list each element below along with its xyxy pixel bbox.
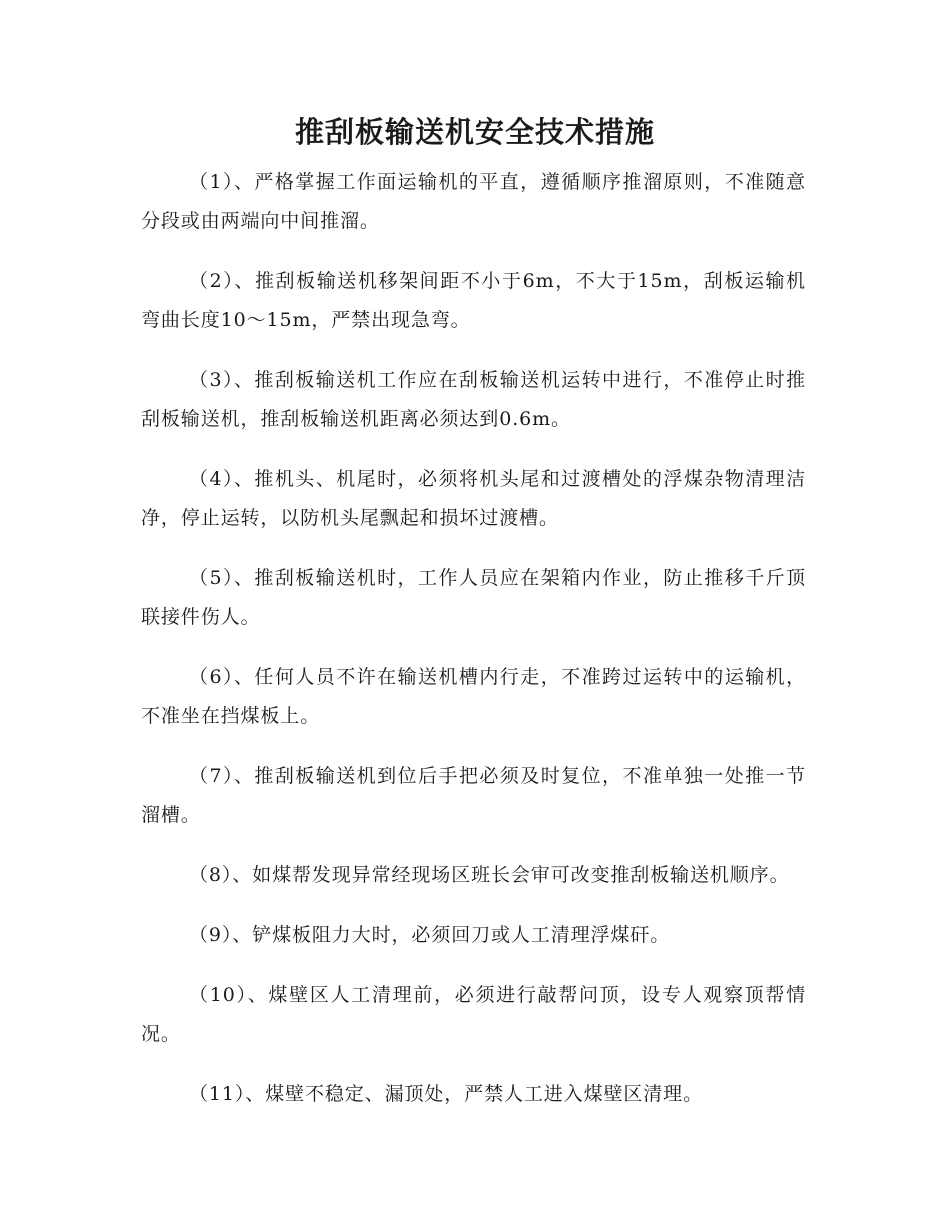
paragraph-item-11: （11）、煤壁不稳定、漏顶处，严禁人工进入煤壁区清理。 [189,1083,703,1105]
paragraph-item-1: （1）、严格掌握工作面运输机的平直，遵循顺序推溜原则，不准随意分段或由两端向中间推溜。 [141,171,806,232]
paragraph-item-3: （3）、推刮板输送机工作应在刮板输送机运转中进行，不准停止时推刮板输送机，推刮板输送机距离必须达到0.6m。 [141,369,806,430]
paragraph-item-5: （5）、推刮板输送机时，工作人员应在架箱内作业，防止推移千斤顶联接件伤人。 [141,567,806,628]
paragraph-item-8: （8）、如煤帮发现异常经现场区班长会审可改变推刮板输送机顺序。 [189,864,790,886]
document-title: 推刮板输送机安全技术措施 [294,115,655,149]
paragraph-item-10: （10）、煤壁区人工清理前，必须进行敲帮问顶，设专人观察顶帮情况。 [141,984,806,1045]
paragraph-item-7: （7）、推刮板输送机到位后手把必须及时复位，不准单独一处推一节溜槽。 [141,765,806,826]
paragraph-item-4: （4）、推机头、机尾时，必须将机头尾和过渡槽处的浮煤杂物清理洁净，停止运转，以防机头尾飘起和损坏过渡槽。 [141,468,806,529]
paragraph-item-6: （6）、任何人员不许在输送机槽内行走，不准跨过运转中的运输机，不准坐在挡煤板上。 [141,666,806,727]
paragraph-item-2: （2）、推刮板输送机移架间距不小于6m，不大于15m，刮板运输机弯曲长度10～15m，严禁出现急弯。 [141,270,806,331]
document-body [141,163,806,1135]
paragraph-item-9: （9）、铲煤板阻力大时，必须回刀或人工清理浮煤矸。 [189,924,671,946]
